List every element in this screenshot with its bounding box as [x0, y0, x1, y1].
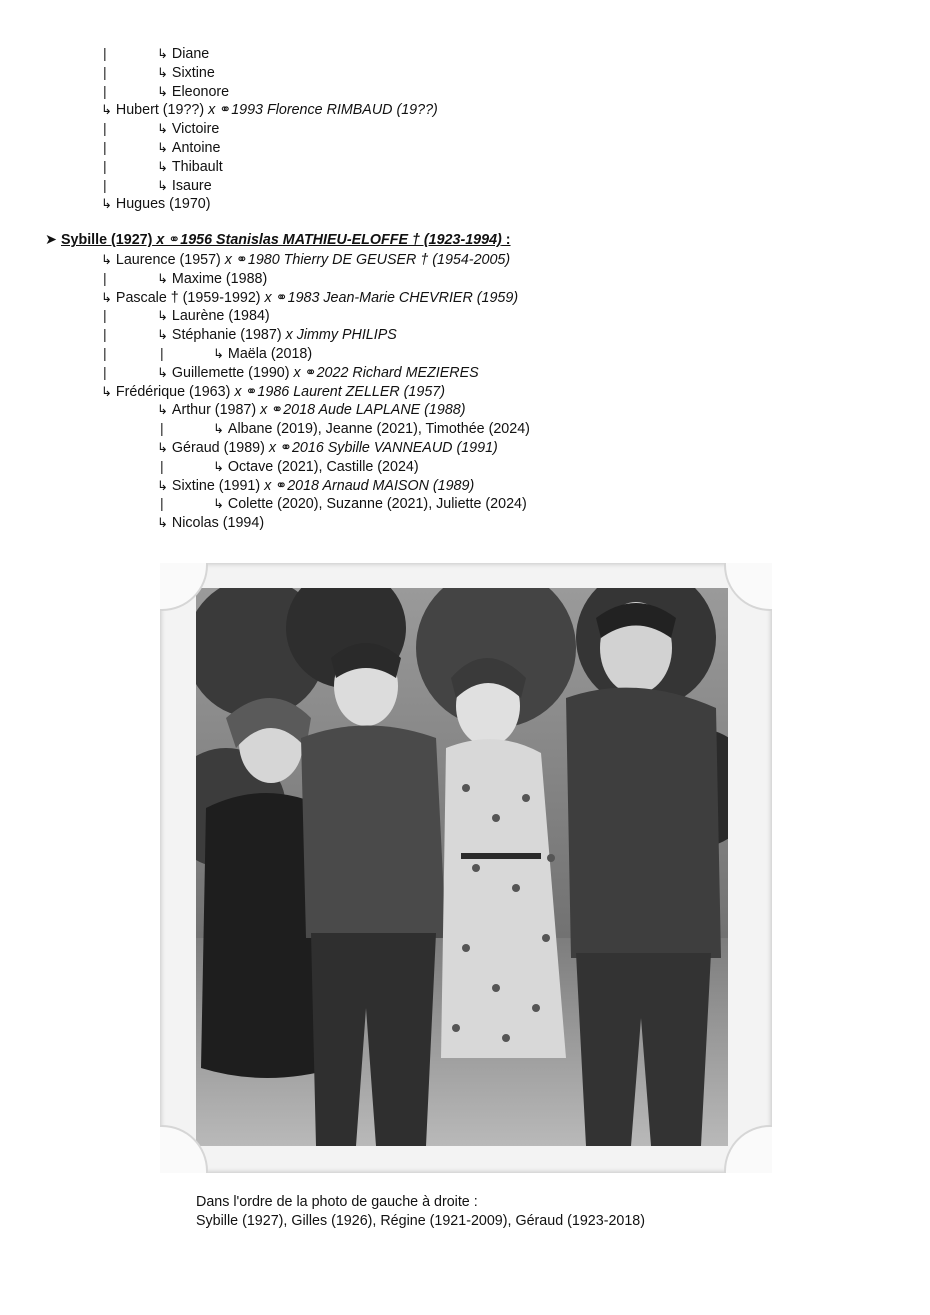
branch-arrow-icon: ↳: [101, 289, 112, 305]
branch-arrow-icon: ↳: [213, 458, 224, 474]
tree-entry: [157, 363, 479, 382]
branch-arrow-icon: ↳: [213, 346, 224, 361]
tree-entry: [101, 382, 445, 401]
tree-connector: |: [160, 420, 164, 437]
spouse-info: x ⚭1993 Florence RIMBAUD (19??): [204, 102, 438, 119]
person-name: Thibault: [171, 158, 223, 175]
person-name: Diane: [171, 46, 210, 62]
spouse-info: x ⚭2016 Sybille VANNEAUD (1991): [264, 440, 498, 456]
branch-heading: [45, 231, 511, 250]
tree-connector: |: [103, 326, 107, 343]
branch-arrow-icon: ↳: [157, 402, 168, 418]
person-name: Guillemette (1990): [171, 364, 290, 381]
heading-name: Sybille (1927): [60, 232, 153, 249]
person-name: Nicolas (1994): [171, 515, 265, 532]
tree-connector: |: [160, 495, 164, 512]
person-name: Sixtine (1991): [171, 477, 261, 494]
tree-connector: |: [103, 120, 107, 137]
person-name: Laurène (1984): [171, 308, 270, 325]
tree-entry: [157, 176, 212, 195]
tree-connector: |: [103, 345, 107, 361]
tree-connector: |: [103, 139, 107, 155]
branch-arrow-icon: ↳: [157, 177, 168, 193]
family-photo-illustration: [196, 588, 728, 1146]
photo-frame: [160, 563, 772, 1173]
tree-entry: [157, 44, 209, 63]
photo-corner-bottom-right: [724, 1125, 772, 1173]
spouse-info: x ⚭1983 Jean-Marie CHEVRIER (1959): [260, 289, 519, 306]
photo-caption: [196, 1193, 645, 1231]
tree-entry: [101, 250, 510, 269]
spouse-info: x ⚭2018 Arnaud MAISON (1989): [260, 477, 475, 494]
person-name: Maxime (1988): [171, 270, 268, 287]
tree-entry: [157, 476, 474, 495]
tree-entry: [213, 344, 312, 363]
person-name: Arthur (1987): [171, 402, 257, 419]
tree-entry: [157, 63, 215, 82]
person-name: Stéphanie (1987): [171, 327, 282, 344]
tree-entry: [157, 400, 466, 419]
branch-arrow-icon: ↳: [157, 515, 168, 531]
person-name: Eleonore: [171, 83, 230, 100]
branch-arrow-icon: ↳: [157, 140, 168, 155]
branch-arrow-icon: ↳: [157, 477, 168, 493]
person-name: Hugues (1970): [115, 196, 211, 213]
tree-entry: [101, 288, 518, 307]
branch-arrow-icon: ↳: [157, 64, 168, 80]
branch-arrow-icon: ↳: [157, 440, 168, 455]
heading-spouse: x ⚭1956 Stanislas MATHIEU-ELOFFE † (1923-1994): [152, 232, 502, 249]
person-name: Pascale † (1959-1992): [115, 289, 261, 306]
branch-arrow-icon: ↳: [157, 308, 168, 324]
tree-entry: [213, 457, 419, 476]
person-name: Albane (2019), Jeanne (2021), Timothée (2024): [227, 421, 530, 438]
tree-entry: [157, 138, 220, 157]
person-name: Colette (2020), Suzanne (2021), Juliette (2024): [227, 496, 527, 513]
family-photo: [196, 588, 728, 1146]
spouse-info: x ⚭1980 Thierry DE GEUSER † (1954-2005): [220, 252, 511, 268]
person-name: Maëla (2018): [227, 346, 313, 362]
branch-arrow-icon: ↳: [213, 496, 224, 512]
person-name: Sixtine: [171, 64, 215, 81]
branch-arrow-icon: ↳: [101, 196, 112, 212]
person-name: Antoine: [171, 140, 221, 156]
tree-entry: [213, 494, 527, 513]
tree-connector: |: [103, 363, 107, 380]
person-name: Hubert (19??): [115, 102, 205, 119]
branch-arrow-icon: ↳: [157, 83, 168, 99]
tree-entry: [157, 438, 498, 457]
tree-entry: [157, 119, 219, 138]
branch-arrow-icon: ↳: [157, 121, 168, 137]
tree-connector: |: [103, 82, 107, 99]
tree-entry: [213, 419, 530, 438]
branch-arrow-icon: ↳: [213, 421, 224, 437]
tree-connector: |: [103, 176, 107, 193]
spouse-info: x ⚭2022 Richard MEZIERES: [289, 364, 479, 381]
photo-corner-top-right: [724, 563, 772, 611]
branch-arrow-icon: ↳: [157, 270, 168, 286]
tree-entry: [157, 513, 264, 532]
tree-connector: |: [103, 45, 107, 61]
branch-arrow-icon: ↳: [157, 158, 168, 174]
tree-connector: |: [103, 63, 107, 80]
tree-entry: [101, 194, 210, 213]
branch-arrow-icon: ↳: [101, 383, 112, 399]
branch-arrow-icon: ↳: [157, 46, 168, 61]
caption-line-1: Dans l'ordre de la photo de gauche à droite :: [196, 1194, 478, 1210]
tree-entry: [157, 325, 397, 344]
person-name: Frédérique (1963): [115, 383, 231, 400]
tree-connector: |: [160, 457, 164, 474]
person-name: Octave (2021), Castille (2024): [227, 458, 419, 475]
branch-arrow-icon: ↳: [157, 364, 168, 380]
tree-entry: [157, 306, 270, 325]
person-name: Isaure: [171, 177, 212, 194]
tree-connector: |: [160, 345, 164, 361]
tree-connector: |: [103, 269, 107, 286]
heading-suffix: :: [501, 232, 511, 249]
tree-connector: |: [103, 307, 107, 324]
tree-entry: [157, 157, 223, 176]
branch-arrow-icon: ↳: [101, 252, 112, 267]
person-name: Victoire: [171, 121, 220, 138]
branch-arrow-icon: ↳: [101, 102, 112, 118]
person-name: Laurence (1957): [115, 252, 221, 268]
tree-connector: |: [103, 157, 107, 174]
tree-entry: [157, 269, 267, 288]
arrowhead-bullet-icon: ➤: [45, 232, 57, 249]
spouse-info: x Jimmy PHILIPS: [281, 327, 397, 344]
person-name: Géraud (1989): [171, 440, 265, 456]
caption-line-2: Sybille (1927), Gilles (1926), Régine (1921-2009), Géraud (1923-2018): [196, 1213, 646, 1229]
tree-entry: [157, 82, 229, 101]
spouse-info: x ⚭2018 Aude LAPLANE (1988): [256, 402, 466, 419]
branch-arrow-icon: ↳: [157, 327, 168, 343]
spouse-info: x ⚭1986 Laurent ZELLER (1957): [230, 383, 446, 400]
tree-entry: [101, 100, 438, 119]
